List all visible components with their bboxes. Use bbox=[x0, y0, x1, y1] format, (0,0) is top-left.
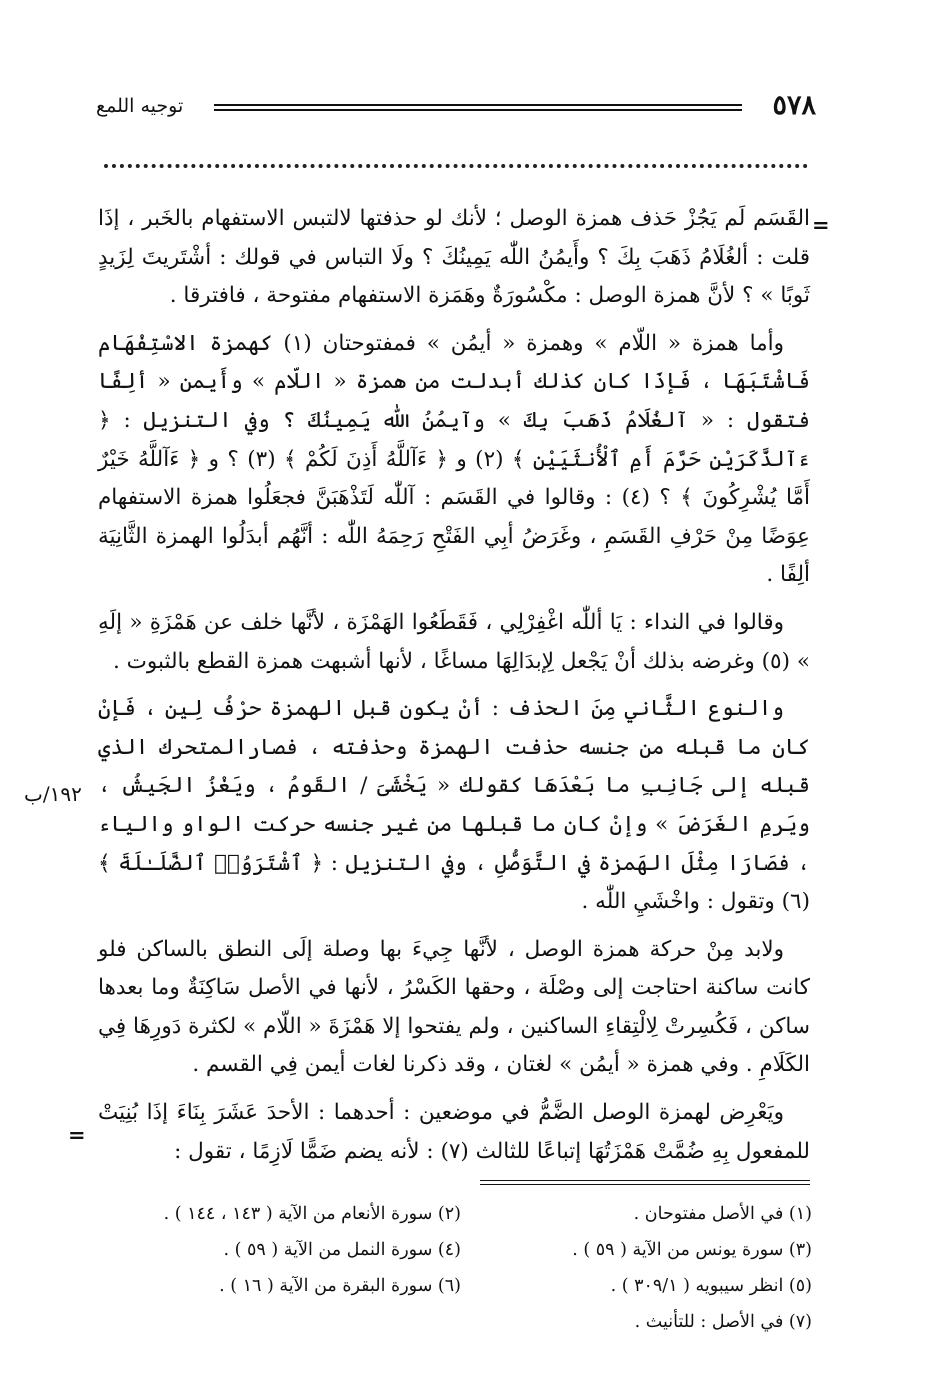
page-header bbox=[96, 88, 816, 128]
footnote-6: (٦) سورة البقرة من الآية ( ١٦ ) . bbox=[219, 1276, 461, 1296]
margin-folio-reference: ١٩٢/ب bbox=[24, 782, 82, 806]
footnote-2: (٢) سورة الأنعام من الآية ( ١٤٣ ، ١٤٤ ) . bbox=[163, 1204, 461, 1224]
paragraph-4: والنوع الثَّاني مِنَ الحذف : أنْ يكون قبل الهمزة حرْفُ لِين ، فَإنْ كان ما قبله من جنسه حذفت الهمزة وحذفته ، فصارالمتحرك الذي قبله إلى جَانِبِ ما بَعْدَهَا كقولك « يَخْشَىَ / القَومُ ، ويَغْزُ الجَيشُ ، ويَرمِ الغَرَضَ » وإنْ كان ما قبلها من غير جنسه حركت الواو والياء ، فصَارَا مِثْلَ الهَمزة في التَّوَصُّلِ ، وفي التنزيل : ﴿ ٱشْتَرَوُا۟ ٱلضَّلَـٰلَةَ ﴾ (٦) وتقول : واخْشَيِ اللّٰه . bbox=[98, 696, 810, 915]
footnote-row bbox=[110, 1268, 812, 1304]
footnote-row bbox=[110, 1232, 812, 1268]
footnote-row bbox=[110, 1196, 812, 1232]
footnote-empty bbox=[110, 1304, 461, 1340]
page-number: ٥٧٨ bbox=[772, 90, 816, 121]
paragraph-6: ويَعْرِض لهمزة الوصل الضَّمُّ في موضعين : أحدهما : الأحدَ عَشَرَ بِنَاءَ إذَا بُنِيَتْ للمفعول بِهِ ضُمَّتْ هَمْزَتُهَا إتباعًا للثالث (٧) : لأنه يضم ضَمًّا لَازِمًا ، تقول : bbox=[98, 1100, 810, 1164]
footnote-4: (٤) سورة النمل من الآية ( ٥٩ ) . bbox=[223, 1240, 461, 1260]
paragraph-2: وأما همزة « اللّام » وهمزة « أيمُن » فمفتوحتان (١) كهمزة الاسْتِفْهَام فَاشْتَبَهَا ، فَإذَا كان كذلك أبدلت من همزة « اللّام » وأَيمن « ألِفًا فتقول : « آلغُلَامُ ذَهَبَ بِكَ » وآيمُنُ اللّٰه يَمِينُكَ ؟ وفي التنزيل : ﴿ ءَآلذَّكَرَيْنِ حَرَّمَ أَمِ ٱلْأُنثَيَيْنِ ﴾ (٢) و ﴿ ءَآللَّهُ أَذِنَ لَكُمْ ﴾ (٣) ؟ و ﴿ ءَآللَّهُ خَيْرٌ أَمَّا يُشْرِكُونَ ﴾ ؟ (٤) : وقالوا في القَسَم : آللّٰه لَتَذْهَبَنَّ فجعَلُوا همزة الاستفهام عِوَضًا مِنْ حَرْفِ القَسَمِ ، وغَرَضُ أبِي الفَتْحِ رَحِمَهُ اللّٰه : أنَّهُم أبدَلُوا الهمزة الثَّانِيَة ألِفًا . bbox=[98, 330, 810, 588]
paragraph-5: ولابد مِنْ حركة همزة الوصل ، لأنَّها جِيءَ بها وصلة إلَى النطق بالساكن فلو كانت ساكنة احتاجت إلى وصْلَة ، وحقها الكَسْرُ ، لأنها في الأصل سَاكِنَةٌ وما بعدها ساكن ، فَكُسِرتْ لِالْتِقاءِ الساكنين ، ولم يفتحوا إلا هَمْزَةَ « اللّام » لكثرة دَورِهَا فِي الكَلَامِ . وفي همزة « أيمُن » لغتان ، وقد ذكرنا لغات أيمن فِي القسم . bbox=[98, 936, 810, 1078]
footnotes bbox=[110, 1196, 812, 1340]
paragraph-1: القَسَم لَم يَجُزْ حَذف همزة الوصل ؛ لأنك لو حذفتها لالتبس الاستفهام بالخَبر ، إذَا قلت : ألغُلَامُ ذَهَبَ بِكَ ؟ وأَيمُنُ اللّٰه يَمِينُكَ ؟ ولَا التباس في قولك : أشْتَريتَ لِزَيدٍ ثَوبًا » ؟ لأنَّ همزة الوصل : مكْسُورَةٌ وهَمَزة الاستفهام مفتوحة ، فافترقا . bbox=[98, 206, 810, 309]
running-title: توجيه اللمع bbox=[96, 95, 184, 117]
footnote-7: (٧) في الأصل : للتأنيث . bbox=[634, 1312, 812, 1332]
footnote-row bbox=[110, 1304, 812, 1340]
footnote-rule bbox=[480, 1180, 810, 1185]
footnote-3: (٣) سورة يونس من الآية ( ٥٩ ) . bbox=[572, 1240, 812, 1260]
paragraph-3: وقالوا في النداء : يَا أللّٰه اغْفِرْلِي ، فَقَطَعُوا الهَمْزَة ، لأنَّها خلف عن هَمْزَةِ « إلَهِ » (٥) وغرضه بذلك أنْ يَجْعل لِإبدَالِهَا مساغًا ، لأنها أشبهت همزة القطع بالثبوت . bbox=[98, 609, 810, 674]
footnote-1: (١) في الأصل مفتوحان . bbox=[633, 1204, 812, 1224]
main-text bbox=[98, 200, 810, 1180]
continuation-mark-end: = bbox=[68, 1122, 86, 1147]
continuation-mark-start: = bbox=[812, 212, 830, 237]
header-double-rule bbox=[214, 104, 742, 111]
dotted-separator bbox=[104, 164, 808, 168]
footnote-5: (٥) انظر سيبويه ( ٣٠٩/١ ) . bbox=[610, 1276, 812, 1296]
